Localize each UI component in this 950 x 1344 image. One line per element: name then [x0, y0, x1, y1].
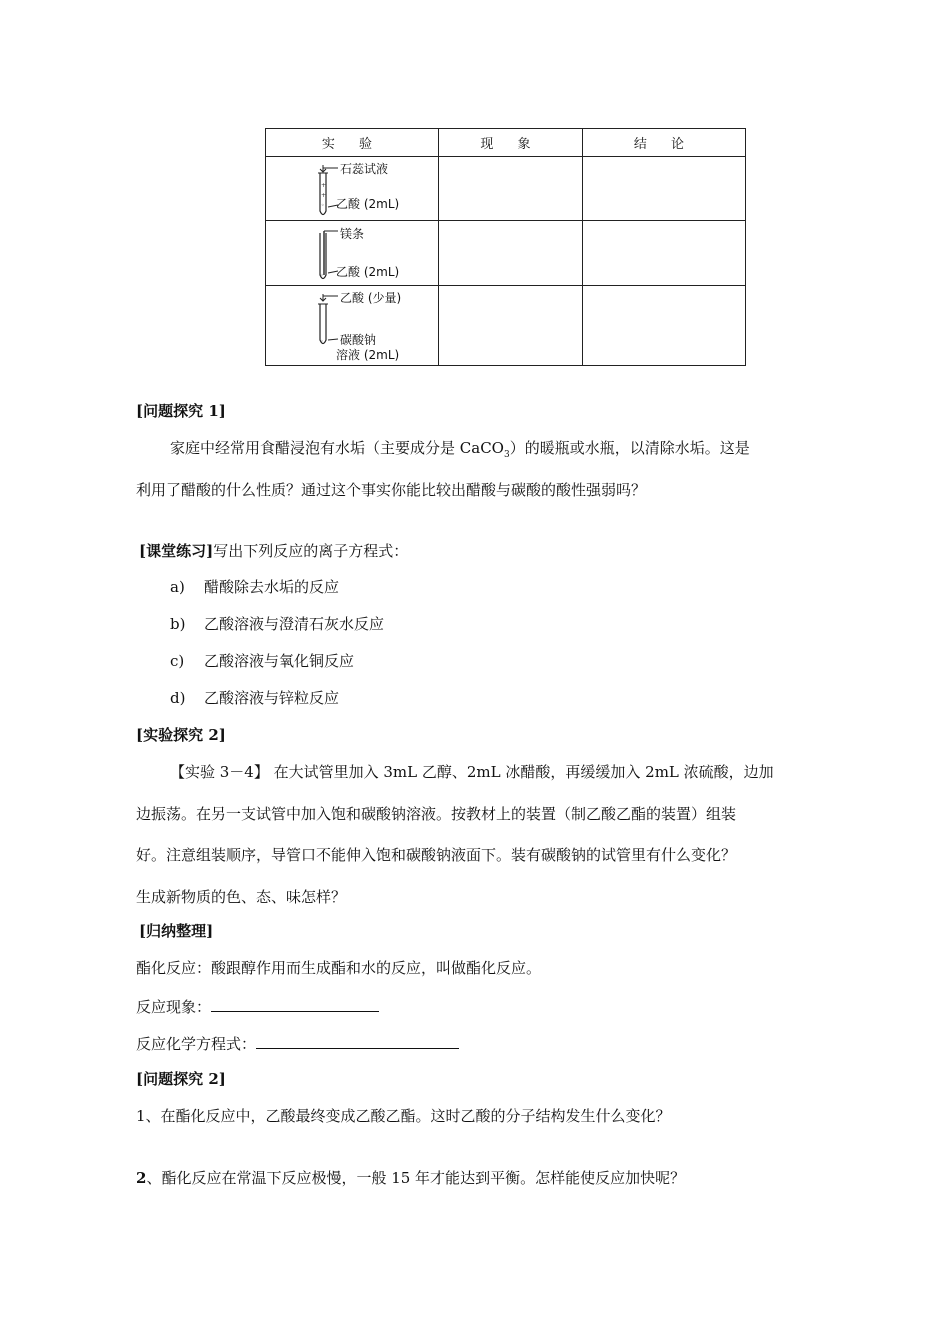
- experiment-2-line-2: 边振荡。在另一支试管中加入饱和碳酸钠溶液。按教材上的装置（制乙酸乙酯的装置）组装: [136, 805, 737, 823]
- svg-text:◦: ◦: [321, 202, 325, 209]
- section-heading-question-2: [问题探究 2]: [136, 1070, 226, 1088]
- summary-definition: 酯化反应：酸跟醇作用而生成酯和水的反应，叫做酯化反应。: [136, 959, 542, 977]
- section-heading-summary: [归纳整理]: [139, 922, 214, 940]
- practice-heading: [课堂练习]写出下列反应的离子方程式：: [139, 542, 409, 560]
- experiment-cell-magnesium: [266, 221, 439, 286]
- practice-item-a: a) 醋酸除去水垢的反应: [170, 578, 340, 596]
- experiment-cell-litmus: [266, 157, 439, 221]
- header-phenomenon: 现 象: [439, 129, 583, 157]
- phenomenon-row: 反应现象：: [136, 996, 379, 1016]
- question-1-line-2: 利用了醋酸的什么性质？通过这个事实你能比较出醋酸与碳酸的酸性强弱吗？: [136, 481, 647, 499]
- experiment-2-line-3: 好。注意组装顺序，导管口不能伸入饱和碳酸钠液面下。装有碳酸钠的试管里有什么变化？: [136, 846, 737, 864]
- label-solution-volume: 溶液 (2mL): [336, 348, 400, 362]
- section-heading-question-1: [问题探究 1]: [136, 402, 226, 420]
- experiment-2-line-4: 生成新物质的色、态、味怎样？: [136, 888, 347, 906]
- label-magnesium: 镁条: [340, 227, 365, 241]
- section-heading-experiment-2: [实验探究 2]: [136, 726, 226, 744]
- label-acetic-acid-small: 乙酸 (少量): [340, 291, 402, 305]
- question-2-item-1: 1、在酯化反应中，乙酸最终变成乙酸乙酯。这时乙酸的分子结构发生什么变化？: [136, 1107, 671, 1125]
- svg-text:◦: ◦: [320, 272, 324, 279]
- svg-text:+: +: [321, 192, 327, 199]
- experiment-table: [265, 128, 746, 366]
- practice-item-d: d) 乙酸溶液与锌粒反应: [170, 689, 340, 707]
- conclusion-cell[interactable]: [583, 157, 746, 221]
- table-row: [266, 157, 746, 221]
- svg-text:◦: ◦: [320, 338, 324, 345]
- svg-text:+: +: [321, 182, 327, 189]
- practice-item-c: c) 乙酸溶液与氧化铜反应: [170, 652, 355, 670]
- conclusion-cell[interactable]: [583, 286, 746, 366]
- experiment-2-line-1: 【实验 3－4】 在大试管里加入 3mL 乙醇、2mL 冰醋酸，再缓缓加入 2mL 浓硫酸，边加: [170, 763, 774, 781]
- phenomenon-blank[interactable]: [211, 996, 379, 1012]
- equation-blank[interactable]: [256, 1033, 459, 1049]
- phenomenon-cell[interactable]: [439, 157, 583, 221]
- table-row: [266, 286, 746, 366]
- header-conclusion: 结 论: [583, 129, 746, 157]
- table-row: [266, 221, 746, 286]
- question-1-line-1: 家庭中经常用食醋浸泡有水垢（主要成分是 CaCO$_3$）的暖瓶或水瓶，以清除水垢。这是: [170, 439, 750, 460]
- label-sodium-carbonate: 碳酸钠: [340, 333, 377, 347]
- phenomenon-cell[interactable]: [439, 286, 583, 366]
- conclusion-cell[interactable]: [583, 221, 746, 286]
- table-header-row: [266, 129, 746, 157]
- label-acetic-acid: 乙酸 (2mL): [336, 265, 400, 279]
- experiment-cell-sodium-carbonate: [266, 286, 439, 366]
- equation-row: 反应化学方程式：: [136, 1033, 459, 1053]
- practice-item-b: b) 乙酸溶液与澄清石灰水反应: [170, 615, 385, 633]
- header-experiment: 实 验: [266, 129, 439, 157]
- label-acetic-acid: 乙酸 (2mL): [336, 197, 400, 211]
- question-2-item-2: 2、酯化反应在常温下反应极慢，一般 15 年才能达到平衡。怎样能使反应加快呢？: [136, 1169, 686, 1187]
- test-tube-sodium-carbonate-icon: [310, 290, 340, 350]
- label-litmus: 石蕊试液: [340, 162, 389, 176]
- phenomenon-cell[interactable]: [439, 221, 583, 286]
